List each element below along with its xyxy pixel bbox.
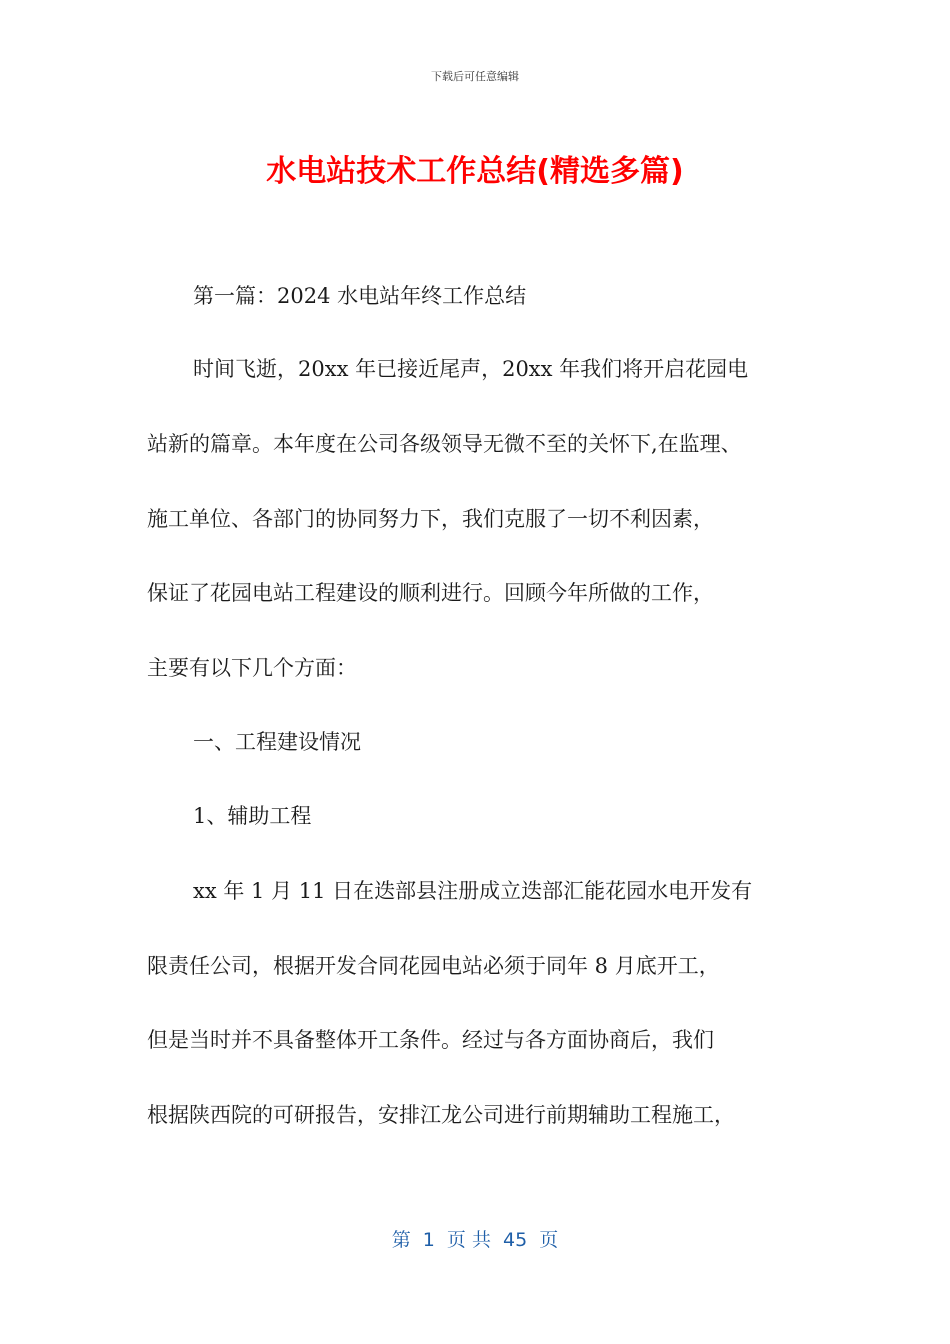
paragraph-line: 主要有以下几个方面： [147, 656, 357, 680]
paragraph-line: xx 年 1 月 11 日在迭部县注册成立迭部汇能花园水电开发有 [193, 879, 753, 903]
paragraph-line: 限责任公司，根据开发合同花园电站必须于同年 8 月底开工， [147, 954, 720, 978]
header-note: 下载后可任意编辑 [431, 70, 519, 83]
section-heading: 第一篇：2024 水电站年终工作总结 [193, 284, 527, 308]
document-title: 水电站技术工作总结(精选多篇) [266, 154, 684, 189]
page-number-footer: 第 1 页 共 45 页 [391, 1229, 559, 1251]
paragraph-line: 时间飞逝，20xx 年已接近尾声，20xx 年我们将开启花园电 [193, 357, 749, 381]
subheading: 一、工程建设情况 [193, 730, 361, 754]
paragraph-line: 但是当时并不具备整体开工条件。经过与各方面协商后，我们 [147, 1028, 714, 1052]
paragraph-line: 施工单位、各部门的协同努力下，我们克服了一切不利因素， [147, 507, 714, 531]
paragraph-line: 根据陕西院的可研报告，安排江龙公司进行前期辅助工程施工， [147, 1103, 735, 1127]
paragraph-line: 保证了花园电站工程建设的顺利进行。回顾今年所做的工作， [147, 581, 714, 605]
paragraph-line: 站新的篇章。本年度在公司各级领导无微不至的关怀下,在监理、 [147, 432, 742, 456]
subheading: 1、辅助工程 [193, 804, 312, 828]
